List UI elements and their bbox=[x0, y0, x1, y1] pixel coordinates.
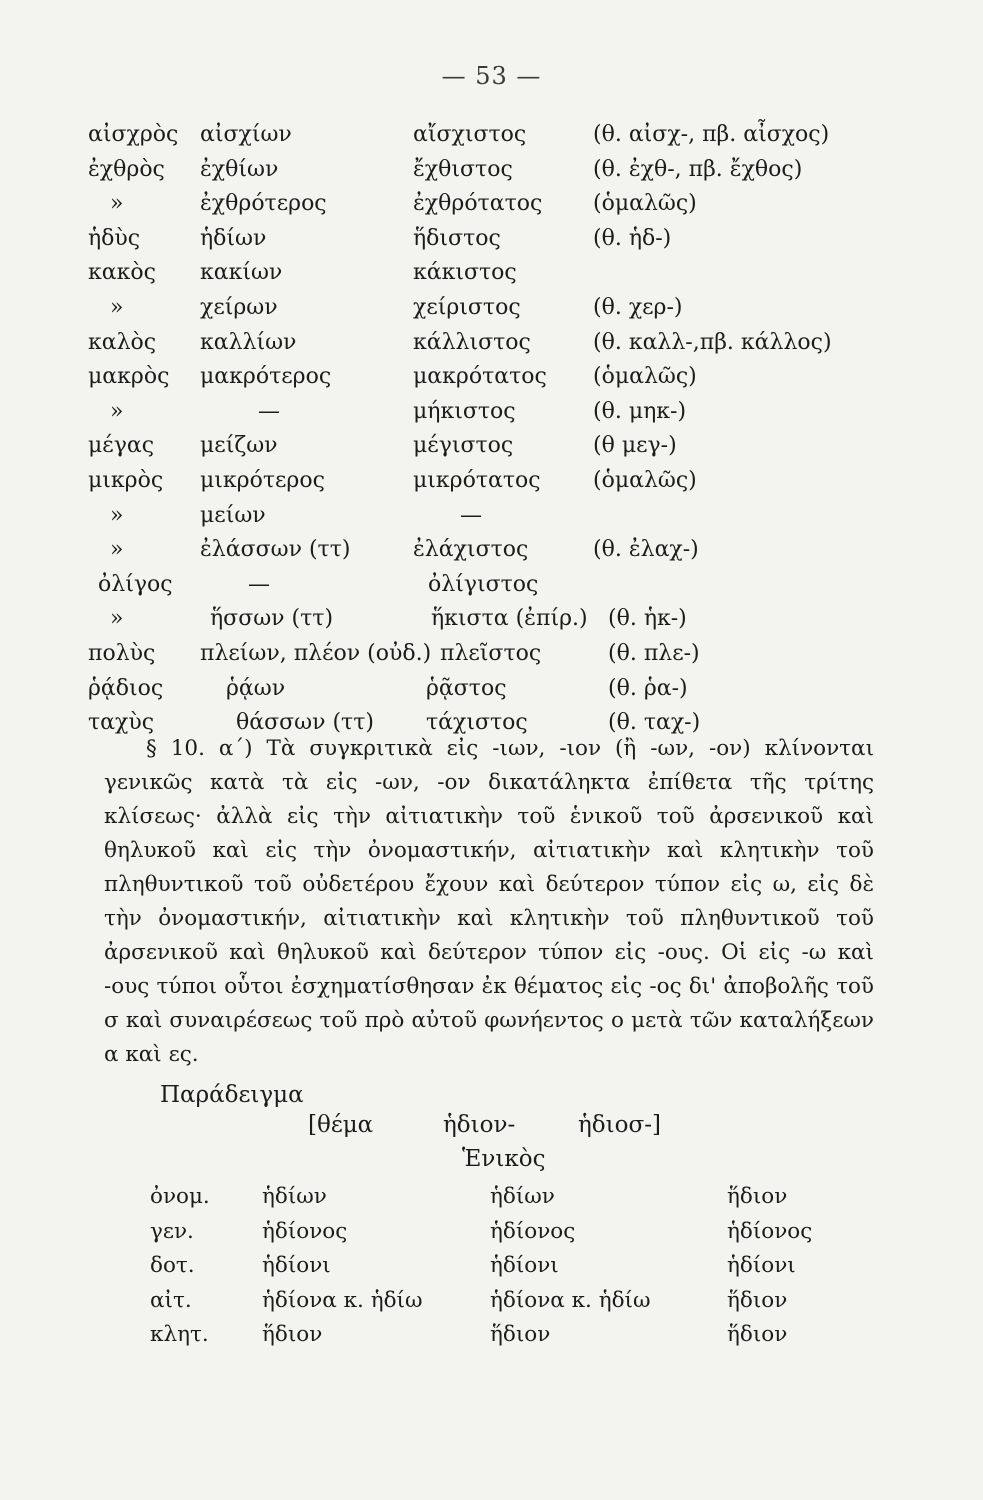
feminine-form: ἡδίονι bbox=[490, 1253, 559, 1278]
superlative-form: ὀλίγιστος bbox=[428, 571, 539, 597]
positive-form: πολὺς bbox=[88, 640, 156, 666]
feminine-form: ἡδίονος bbox=[490, 1218, 576, 1244]
stem-line bbox=[308, 1112, 708, 1144]
stem-one: ἡδιον- bbox=[443, 1112, 516, 1138]
comparison-row bbox=[88, 568, 868, 603]
stem-note: (θ. ταχ-) bbox=[608, 710, 701, 736]
comparative-form: — bbox=[248, 571, 270, 597]
superlative-form: αἴσχιστος bbox=[413, 122, 527, 147]
stem-note: (θ. ἐλαχ-) bbox=[593, 537, 699, 563]
case-label: γεν. bbox=[150, 1218, 194, 1244]
comparative-form: μακρότερος bbox=[200, 364, 332, 390]
superlative-form: ἥδιστος bbox=[413, 225, 501, 251]
masculine-form: ἡδίονος bbox=[262, 1218, 348, 1244]
positive-form: » bbox=[110, 191, 124, 217]
positive-form: ταχὺς bbox=[88, 710, 155, 736]
comparative-form: κακίων bbox=[200, 260, 283, 286]
comparative-form: ἐχθίων bbox=[200, 156, 279, 182]
comparison-row bbox=[88, 187, 868, 222]
positive-form: καλὸς bbox=[88, 329, 157, 355]
superlative-form: μακρότατος bbox=[413, 364, 547, 390]
superlative-form: ἐλάχιστος bbox=[413, 537, 529, 563]
stem-two: ἡδιοσ-] bbox=[578, 1112, 661, 1138]
masculine-form: ἡδίονα κ. ἡδίω bbox=[262, 1287, 423, 1313]
positive-form: κακὸς bbox=[88, 260, 156, 286]
comparison-row bbox=[88, 291, 868, 326]
positive-form: » bbox=[110, 294, 124, 320]
superlative-form: μήκιστος bbox=[413, 398, 516, 424]
comparative-form: θάσσων (ττ) bbox=[236, 710, 374, 736]
comparison-row bbox=[88, 499, 868, 534]
superlative-form: ἥκιστα (ἐπίρ.) bbox=[431, 606, 588, 632]
comparison-row bbox=[88, 360, 868, 395]
positive-form: ῥᾴδιος bbox=[88, 675, 164, 701]
comparative-form: μικρότερος bbox=[200, 467, 325, 493]
comparative-form: μείζων bbox=[200, 433, 278, 459]
comparison-row bbox=[88, 118, 868, 153]
comparative-form: — bbox=[258, 398, 280, 424]
superlative-form: ἐχθρότατος bbox=[413, 191, 543, 217]
comparative-form: πλείων, πλέον (οὐδ.) bbox=[200, 640, 432, 666]
neuter-form: ἥδιον bbox=[727, 1184, 788, 1209]
positive-form: μακρὸς bbox=[88, 364, 170, 390]
superlative-form: τάχιστος bbox=[426, 710, 528, 736]
positive-form: μέγας bbox=[88, 433, 155, 459]
masculine-form: ἡδίονι bbox=[262, 1253, 331, 1278]
positive-form: μικρὸς bbox=[88, 467, 164, 493]
case-label: κλητ. bbox=[150, 1322, 209, 1347]
superlative-form: ἔχθιστος bbox=[413, 156, 513, 182]
comparative-form: ῥᾴων bbox=[226, 675, 286, 701]
positive-form: » bbox=[110, 606, 124, 632]
neuter-form: ἡδίονος bbox=[727, 1218, 813, 1244]
case-label: αἰτ. bbox=[150, 1287, 192, 1313]
declension-row bbox=[150, 1318, 830, 1353]
superlative-form: κάλλιστος bbox=[413, 329, 531, 355]
positive-form: ἡδὺς bbox=[88, 225, 141, 251]
neuter-form: ἡδίονι bbox=[727, 1253, 796, 1278]
section-10-paragraph: § 10. α΄) Τὰ συγκριτικὰ εἰς -ιων, -ιον (ἢ -ων, -ον) κλίνονται γενικῶς κατὰ τὰ εἰς -ων, -ον δικατάληκτα ἐπίθετα τῆς τρίτης κλίσεως· ἀλλὰ εἰς τὴν αἰτιατικὴν τοῦ ἑνικοῦ τοῦ ἀρσενικοῦ καὶ θηλυκοῦ καὶ εἰς τὴν ὀνομαστικήν, αἰτιατικὴν καὶ κλητικὴν τοῦ πληθυντικοῦ τοῦ οὐδετέρου ἔχουν καὶ δεύτερον τύπον εἰς ω, εἰς δὲ τὴν ὀνομαστικήν, αἰτιατικὴν καὶ κλητικὴν τοῦ πληθυντικοῦ τοῦ ἀρσενικοῦ καὶ θηλυκοῦ καὶ δεύτερον τύπον εἰς -ους. Οἱ εἰς -ω καὶ -ους τύποι οὗτοι ἐσχηματίσθησαν ἐκ θέματος εἰς -ος δι' ἀποβολῆς τοῦ σ καὶ συναιρέσεως τοῦ πρὸ αὐτοῦ φωνήεντος ο μετὰ τῶν καταλήξεων α καὶ ες. bbox=[104, 736, 874, 1067]
positive-form: ἐχθρὸς bbox=[88, 156, 165, 182]
stem-note: (ὁμαλῶς) bbox=[593, 467, 697, 493]
comparative-form: ἐλάσσων (ττ) bbox=[200, 537, 351, 563]
comparison-row bbox=[88, 395, 868, 430]
comparison-row bbox=[88, 637, 868, 672]
comparison-row bbox=[88, 533, 868, 568]
superlative-form: ῥᾷστος bbox=[426, 675, 507, 701]
feminine-form: ἥδιον bbox=[490, 1322, 551, 1347]
neuter-form: ἥδιον bbox=[727, 1322, 788, 1347]
comparative-form: μείων bbox=[200, 502, 266, 528]
comparison-row bbox=[88, 256, 868, 291]
comparison-row bbox=[88, 429, 868, 464]
feminine-form: ἡδίων bbox=[490, 1184, 555, 1209]
case-label: δοτ. bbox=[150, 1253, 195, 1278]
comparison-row bbox=[88, 464, 868, 499]
stem-note: (θ. μηκ-) bbox=[593, 398, 687, 424]
case-label: ὀνομ. bbox=[150, 1184, 210, 1209]
superlative-form: μικρότατος bbox=[413, 467, 541, 493]
comparison-row bbox=[88, 602, 868, 637]
stem-note: (θ. ἡδ-) bbox=[593, 225, 672, 251]
stem-note: (θ. αἰσχ-, πβ. αἶσχος) bbox=[593, 122, 830, 147]
stem-note: (θ. χερ-) bbox=[593, 294, 683, 320]
comparison-row bbox=[88, 672, 868, 707]
page-number: — 53 — bbox=[441, 62, 542, 90]
stem-note: (θ. ῥα-) bbox=[608, 675, 688, 701]
superlative-form: κάκιστος bbox=[413, 260, 517, 286]
stem-note: (θ μεγ-) bbox=[593, 433, 677, 459]
number-heading: Ἑνικὸς bbox=[462, 1146, 546, 1172]
example-title: Παράδειγμα bbox=[160, 1082, 304, 1108]
neuter-form: ἥδιον bbox=[727, 1287, 788, 1313]
stem-note: (θ. πλε-) bbox=[608, 640, 700, 666]
stem-note: (θ. ἡκ-) bbox=[608, 606, 687, 632]
comparison-row bbox=[88, 153, 868, 188]
comparative-form: ἥσσων (ττ) bbox=[210, 606, 334, 632]
declension-row bbox=[150, 1180, 830, 1215]
superlative-form: χείριστος bbox=[413, 294, 521, 320]
comparison-row bbox=[88, 326, 868, 361]
comparative-form: αἰσχίων bbox=[200, 122, 292, 147]
positive-form: » bbox=[110, 398, 124, 424]
positive-form: αἰσχρὸς bbox=[88, 122, 179, 147]
masculine-form: ἥδιον bbox=[262, 1322, 323, 1347]
declension-row bbox=[150, 1284, 830, 1319]
comparison-row bbox=[88, 222, 868, 257]
comparative-form: καλλίων bbox=[200, 329, 297, 355]
positive-form: » bbox=[110, 537, 124, 563]
feminine-form: ἡδίονα κ. ἡδίω bbox=[490, 1287, 651, 1313]
positive-form: » bbox=[110, 502, 124, 528]
superlative-form: μέγιστος bbox=[413, 433, 514, 459]
stem-label: [θέμα bbox=[308, 1112, 374, 1138]
superlative-form: πλεῖστος bbox=[440, 640, 542, 666]
masculine-form: ἡδίων bbox=[262, 1184, 327, 1209]
stem-note: (ὁμαλῶς) bbox=[593, 191, 697, 217]
declension-row bbox=[150, 1215, 830, 1250]
superlative-form: — bbox=[460, 502, 482, 528]
positive-form: ὀλίγος bbox=[98, 571, 173, 597]
stem-note: (ὁμαλῶς) bbox=[593, 364, 697, 390]
comparative-form: ἡδίων bbox=[200, 225, 267, 251]
declension-table bbox=[150, 1180, 830, 1353]
declension-row bbox=[150, 1249, 830, 1284]
comparative-form: χείρων bbox=[200, 294, 278, 320]
comparative-form: ἐχθρότερος bbox=[200, 191, 327, 217]
comparison-table bbox=[88, 118, 868, 741]
stem-note: (θ. καλλ-,πβ. κάλλος) bbox=[593, 329, 832, 355]
stem-note: (θ. ἐχθ-, πβ. ἔχθος) bbox=[593, 156, 803, 182]
